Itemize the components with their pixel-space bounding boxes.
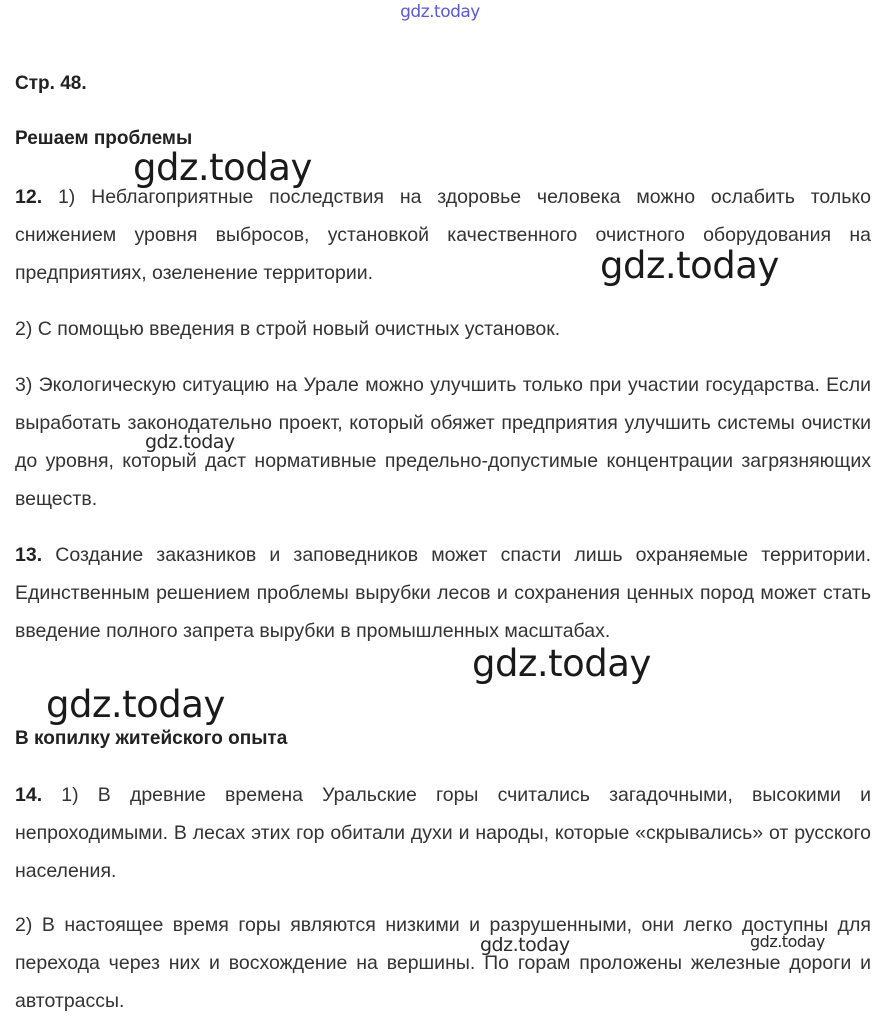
page-number: Стр. 48.	[15, 73, 87, 94]
watermark: gdz.today	[480, 934, 570, 956]
task-13-paragraph	[15, 536, 871, 650]
header-watermark: gdz.today	[400, 2, 480, 22]
task-12-paragraph	[15, 178, 871, 292]
task-12-number: 12.	[15, 186, 43, 208]
watermark: gdz.today	[472, 642, 651, 685]
task-12-item-2: 2) С помощью введения в строй новый очистных установок.	[15, 318, 561, 340]
task-13-number: 13.	[15, 544, 43, 566]
task-13-text: Создание заказников и заповедников может спасти лишь охраняемые территории. Единственным решением проблемы вырубки лесов и сохранения ценных пород может стать введение полного запрета вырубки в промышленных масштабах.	[15, 544, 871, 642]
task-12-item-3: 3) Экологическую ситуацию на Урале можно улучшить только при участии государства. Если выработать законодательно проект, который обяжет предприятия улучшить системы очистки до уровня, который даст нормативные предельно-допустимые концентрации загрязняющих веществ.	[15, 374, 871, 510]
section-title-life-experience: В копилку житейского опыта	[15, 728, 288, 749]
task-14-item-2: 2) В настоящее время горы являются низкими и разрушенными, они легко доступны для перехода через них и восхождение на вершины. По горам проложены железные дороги и автотрассы.	[15, 914, 871, 1012]
section-title-problems: Решаем проблемы	[15, 128, 193, 149]
watermark: gdz.today	[750, 932, 825, 951]
watermark: gdz.today	[46, 683, 225, 726]
task-14-paragraph	[15, 776, 871, 890]
task-14-number: 14.	[15, 784, 43, 806]
watermark: gdz.today	[145, 431, 235, 453]
document-page	[15, 0, 871, 1027]
task-14-text: 1) В древние времена Уральские горы считались загадочными, высокими и непроходимыми. В лесах этих гор обитали духи и народы, которые «скрывались» от русского населения.	[15, 784, 871, 882]
task-12-text: 1) Неблагоприятные последствия на здоровье человека можно ослабить только снижением уровня выбросов, установкой качественного очистного оборудования на предприятиях, озеленение территории.	[15, 186, 871, 284]
watermark: gdz.today	[600, 244, 779, 287]
watermark: gdz.today	[133, 146, 312, 189]
